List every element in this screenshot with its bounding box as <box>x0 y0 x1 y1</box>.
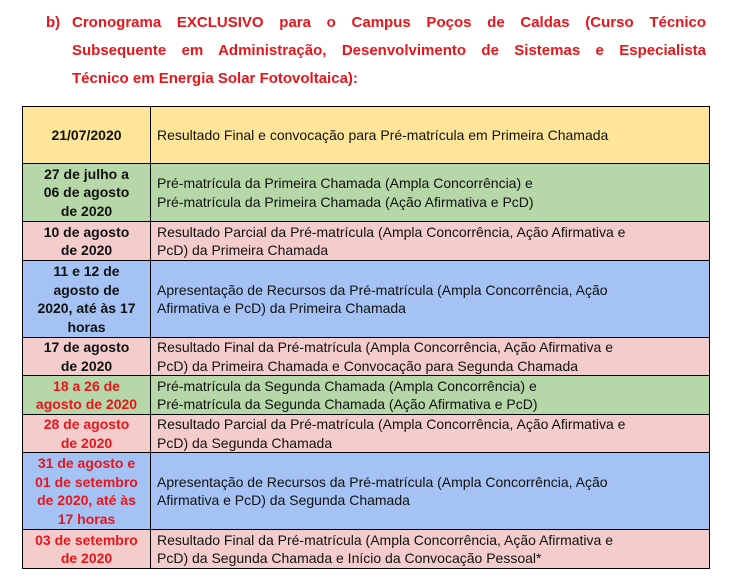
schedule-date <box>23 338 151 376</box>
schedule-description-line: Afirmativa e PcD) da Primeira Chamada <box>157 300 406 316</box>
schedule-body <box>23 107 710 569</box>
schedule-date-line: 06 de agosto <box>43 184 130 201</box>
schedule-row <box>23 107 710 164</box>
section-marker: b) <box>46 14 61 31</box>
schedule-description <box>151 107 710 164</box>
schedule-date-line: 2020, até às 17 <box>37 300 136 316</box>
schedule-date-line: 21/07/2020 <box>51 126 122 143</box>
schedule-date-line: de 2020 <box>60 357 113 374</box>
schedule-description-line: Resultado Final e convocação para Pré-matrícula em Primeira Chamada <box>157 126 609 143</box>
schedule-date-line: de 2020 <box>60 202 113 219</box>
schedule-date-line: 17 horas <box>57 510 116 527</box>
schedule-description-line: Resultado Parcial da Pré-matrícula (Ampla Concorrência, Ação Afirmativa e <box>157 223 626 240</box>
schedule-row <box>23 222 710 261</box>
section-title <box>46 9 706 93</box>
schedule-date-line: 10 de agosto <box>43 223 130 240</box>
schedule-description-line: Resultado Parcial da Pré-matrícula (Ampla Concorrência, Ação Afirmativa e <box>157 416 626 432</box>
schedule-date-line: 27 de julho a <box>44 165 129 182</box>
schedule-row <box>23 530 710 569</box>
schedule-date-line: 18 a 26 de <box>53 377 120 394</box>
schedule-description-line: Pré-matrícula da Segunda Chamada (Ampla Concorrência) e <box>157 377 537 394</box>
schedule-description-line: PcD) da Segunda Chamada <box>157 434 333 451</box>
schedule-row <box>23 261 710 338</box>
schedule-description <box>151 338 710 376</box>
schedule-date-line: 31 de agosto e <box>37 455 136 471</box>
schedule-description <box>151 164 710 222</box>
schedule-description-line: Resultado Final da Pré-matrícula (Ampla Concorrência, Ação Afirmativa e <box>157 531 613 548</box>
schedule-description <box>151 530 710 569</box>
schedule-date <box>23 453 151 530</box>
schedule-date-line: de 2020 <box>60 242 113 258</box>
schedule-description <box>151 376 710 415</box>
schedule-row <box>23 415 710 453</box>
section-title-line: Cronograma EXCLUSIVO para o Campus Poços de Caldas (Curso Técnico <box>72 14 706 31</box>
schedule-date <box>23 415 151 453</box>
schedule-date-line: de 2020 <box>60 550 113 566</box>
schedule-description-line: PcD) da Primeira Chamada e Convocação para Segunda Chamada <box>157 357 579 374</box>
schedule-description-line: Pré-matrícula da Primeira Chamada (Ação Afirmativa e PcD) <box>157 193 534 210</box>
schedule-date <box>23 376 151 415</box>
schedule-date-line: 17 de agosto <box>43 339 130 355</box>
schedule-description-line: Pré-matrícula da Segunda Chamada (Ação Afirmativa e PcD) <box>157 396 538 412</box>
schedule-description-line: Pré-matrícula da Primeira Chamada (Ampla Concorrência) e <box>157 175 533 191</box>
schedule-row <box>23 376 710 415</box>
schedule-date <box>23 222 151 261</box>
schedule-description-line: PcD) da Segunda Chamada e Início da Convocação Pessoal* <box>157 550 542 566</box>
schedule-date-line: agosto de <box>53 281 120 298</box>
schedule-description-line: Resultado Final da Pré-matrícula (Ampla Concorrência, Ação Afirmativa e <box>157 339 613 355</box>
schedule-date-line: de 2020 <box>60 434 113 451</box>
schedule-row <box>23 453 710 530</box>
section-title-line: Técnico em Energia Solar Fotovoltaica): <box>72 70 358 87</box>
schedule-description-line: Apresentação de Recursos da Pré-matrícula (Ampla Concorrência, Ação <box>157 281 608 298</box>
schedule-date <box>23 164 151 222</box>
schedule-row <box>23 164 710 222</box>
schedule-date-line: 03 de setembro <box>35 531 138 548</box>
schedule-date-line: de 2020, até às <box>37 492 136 508</box>
schedule-description <box>151 222 710 261</box>
schedule-date <box>23 107 151 164</box>
schedule-table <box>22 106 710 569</box>
schedule-date-line: 28 de agosto <box>43 416 130 432</box>
schedule-date <box>23 261 151 338</box>
schedule-row <box>23 338 710 376</box>
schedule-description-line: Afirmativa e PcD) da Segunda Chamada <box>157 492 410 508</box>
schedule-date-line: horas <box>67 318 106 335</box>
schedule-description <box>151 453 710 530</box>
section-heading <box>46 9 706 93</box>
schedule-description <box>151 261 710 338</box>
schedule-date-line: 11 e 12 de <box>53 263 120 279</box>
schedule-description-line: Apresentação de Recursos da Pré-matrícula (Ampla Concorrência, Ação <box>157 473 608 490</box>
schedule-date-line: agosto de 2020 <box>35 396 138 412</box>
section-title-line: Subsequente em Administração, Desenvolvimento de Sistemas e Especialista <box>72 42 706 59</box>
schedule-date-line: 01 de setembro <box>35 473 138 490</box>
schedule-description <box>151 415 710 453</box>
schedule-description-line: PcD) da Primeira Chamada <box>157 242 329 258</box>
schedule-date <box>23 530 151 569</box>
